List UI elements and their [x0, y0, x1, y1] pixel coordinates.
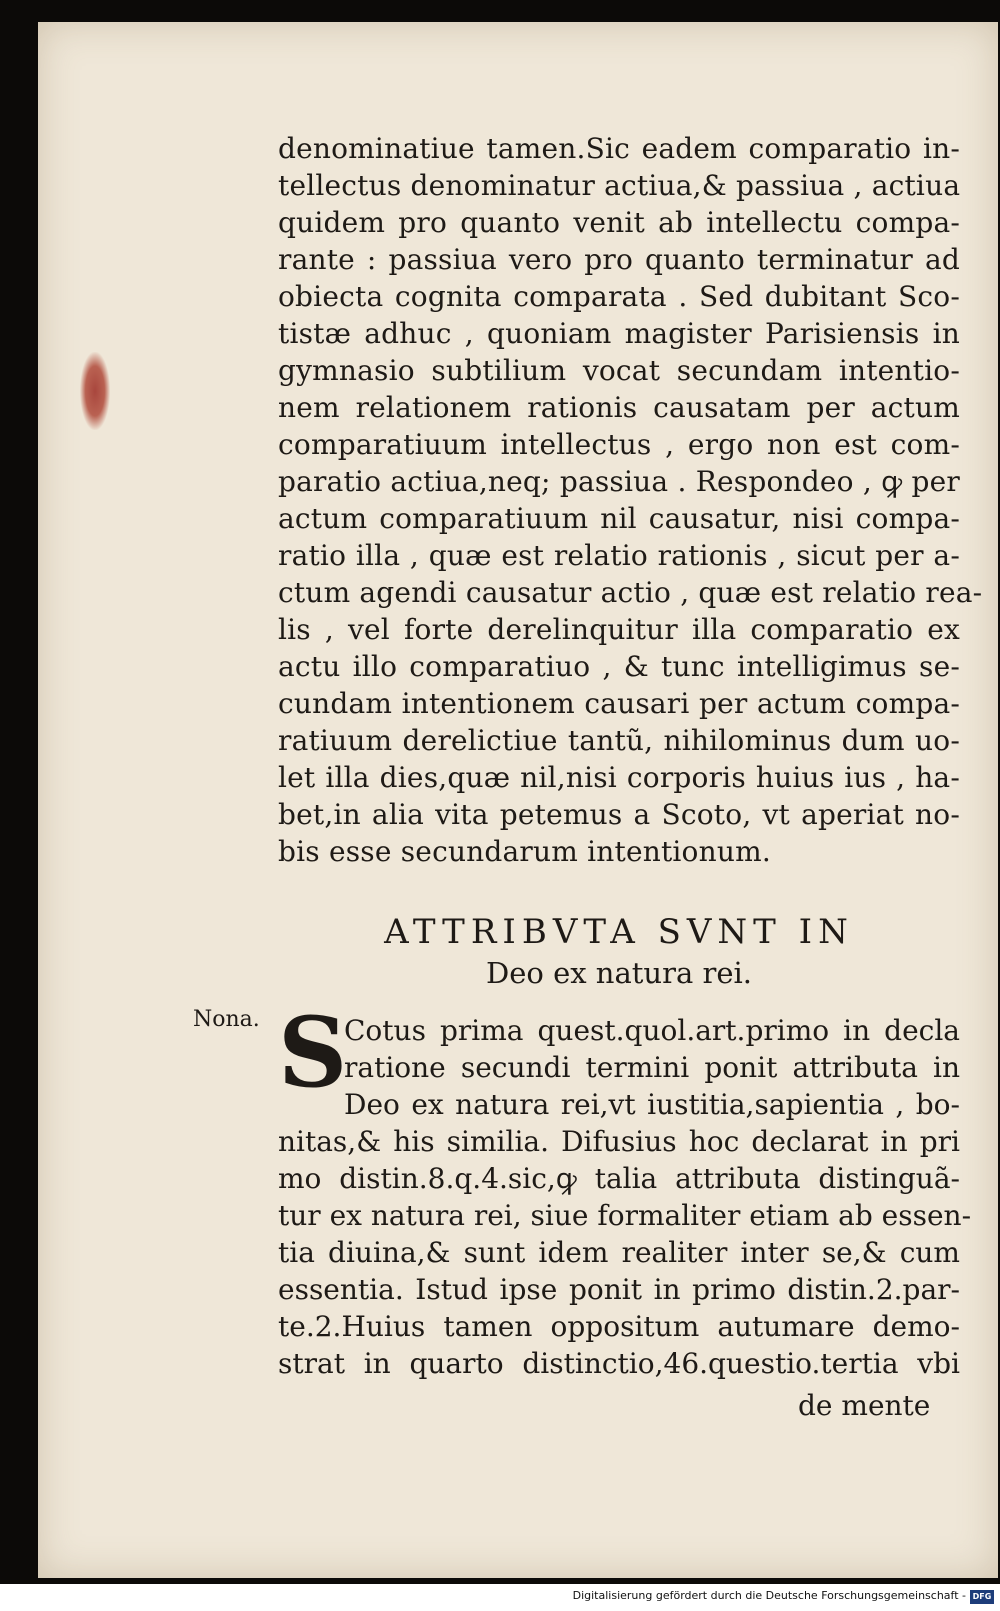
text-line: lis , vel forte derelinquitur illa comparatio ex — [278, 613, 960, 646]
text-line: ratione secundi termini ponit attributa in — [344, 1051, 960, 1084]
text-line: obiecta cognita comparata . Sed dubitant Sco- — [278, 280, 960, 313]
text-line: ratio illa , quæ est relatio rationis , sicut per a- — [278, 539, 960, 572]
section-subheading: Deo ex natura rei. — [485, 956, 752, 990]
text-line: bet,in alia vita petemus a Scoto, vt aperiat no- — [278, 798, 960, 831]
text-line: te.2.Huius tamen oppositum autumare demo- — [278, 1310, 960, 1343]
section-heading: ATTRIBVTA SVNT IN — [384, 912, 854, 952]
second-paragraph — [278, 996, 972, 1382]
book-page — [38, 22, 998, 1578]
text-line: tellectus denominatur actiua,& passiua , actiua — [278, 169, 961, 202]
text-line: cundam intentionem causari per actum compa- — [278, 687, 960, 720]
text-line: strat in quarto distinctio,46.questio.tertia vbi — [278, 1347, 960, 1380]
text-line: gymnasio subtilium vocat secundam intentio- — [278, 354, 960, 387]
drop-cap: S — [278, 996, 348, 1109]
footer-bar — [0, 1584, 1000, 1611]
text-line: tia diuina,& sunt idem realiter inter se,& cum — [278, 1236, 960, 1269]
text-line: Deo ex natura rei,vt iustitia,sapientia , bo- — [344, 1088, 960, 1121]
text-line: rante : passiua vero pro quanto terminatur ad — [278, 243, 960, 276]
text-line: bis esse secundarum intentionum. — [278, 835, 771, 868]
text-line: nem relationem rationis causatam per actum — [278, 391, 960, 424]
text-line: nitas,& his similia. Difusius hoc declarat in pri — [278, 1125, 960, 1158]
catchword: de mente — [798, 1389, 931, 1422]
funding-credit: Digitalisierung gefördert durch die Deutsche Forschungsgemeinschaft - — [572, 1589, 966, 1602]
margin-note: Nona. — [193, 1007, 260, 1032]
text-line: tur ex natura rei, siue formaliter etiam ab essen- — [278, 1199, 972, 1232]
text-line: denominatiue tamen.Sic eadem comparatio in- — [278, 132, 960, 165]
text-line: quidem pro quanto venit ab intellectu compa- — [278, 206, 960, 239]
text-line: paratio actiua,neq; passiua . Respondeo , ꝙ per — [278, 465, 960, 498]
text-line: actum comparatiuum nil causatur, nisi compa- — [278, 502, 960, 535]
text-line: Cotus prima quest.quol.art.primo in decla — [344, 1014, 960, 1047]
text-line: let illa dies,quæ nil,nisi corporis huius ius , ha- — [278, 761, 960, 794]
text-line: tistæ adhuc , quoniam magister Parisiensis in — [278, 317, 960, 350]
body-paragraph — [278, 130, 983, 870]
text-line: ratiuum derelictiue tantũ, nihilominus dum uo- — [278, 724, 960, 757]
text-line: mo distin.8.q.4.sic,ꝙ talia attributa distinguã- — [278, 1162, 960, 1195]
text-line: comparatiuum intellectus , ergo non est com- — [278, 428, 960, 461]
text-line: actu illo comparatiuo , & tunc intelligimus se- — [278, 650, 960, 683]
text-line: essentia. Istud ipse ponit in primo distin.2.par- — [278, 1273, 960, 1306]
text-line: ctum agendi causatur actio , quæ est relatio rea- — [278, 576, 983, 609]
red-stain — [80, 352, 110, 430]
dfg-logo: DFG — [970, 1590, 994, 1604]
